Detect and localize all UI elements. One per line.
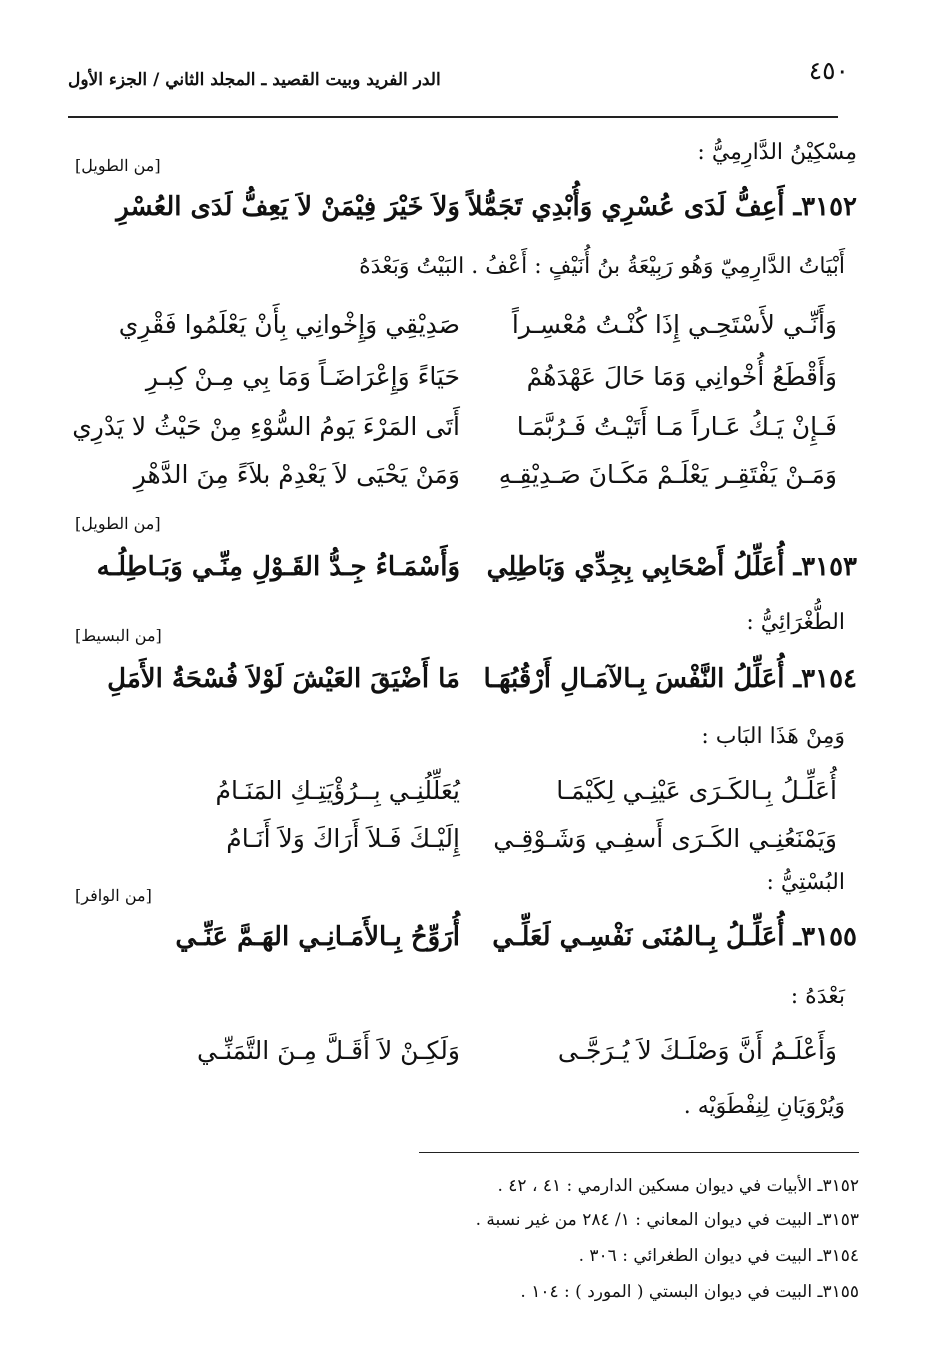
poem-line <box>100 1036 837 1084</box>
meter-label: [من الطويل] <box>75 514 161 533</box>
verse-hemistich-second: إِلَيْـكَ فَـلاَ أَرَاكَ وَلاَ أَنَـامُ <box>226 824 460 853</box>
verse-hemistich-second: أَتَى المَرْءَ يَومُ السُّوْءِ مِنْ حَيْثُ لا يَدْرِي <box>72 412 460 441</box>
verse-hemistich-second: وَلاَ خَيْرَ فِيْمَنْ لاَ يَعِفُّ لَدَى العُسْرِ <box>116 192 460 222</box>
poet-intro-busti: البُسْتِيُّ : <box>766 870 845 895</box>
verse-hemistich-first: ٣١٥٥ـ أُعَلِّـلُ بِـالمُنَى نَفْسِـي لَعَلِّـي <box>492 922 857 952</box>
page-number: ٤٥٠ <box>808 56 849 85</box>
verse-hemistich-first: وَأَعْلَـمُ أَنَّ وَصْلَـكَ لاَ يُـرَجَّـى <box>557 1036 837 1065</box>
verse-hemistich-first: وَأَنِّـي لأَسْتَحِـي إِذَا كُنْـتُ مُعْسِـراً <box>511 310 837 339</box>
meter-label: [من الوافر] <box>75 886 152 905</box>
header-divider <box>68 116 838 118</box>
verse-hemistich-first: أُعَلِّـلُ بِـالكَـرَى عَيْنِـي لِكَيْمَـا <box>556 776 837 805</box>
verse-3155 <box>100 922 857 970</box>
verse-hemistich-second: مَا أَضْيَقَ العَيْشَ لَوْلاَ فُسْحَةُ الأَمَلِ <box>107 664 460 694</box>
poem-line <box>100 824 837 872</box>
verse-hemistich-first: ٣١٥٤ـ أُعَلِّلُ النَّفْسَ بِـالآمَـالِ أَرْقُبُهَـا <box>483 664 857 694</box>
running-header: الدر الفريد وبيت القصيد ـ المجلد الثاني / الجزء الأول <box>68 70 441 90</box>
footnote: ٣١٥٣ـ البيت في ديوان المعاني : ١/ ٢٨٤ من غير نسبة . <box>475 1210 859 1230</box>
prose-line: وَمِنْ هَذَا البَاب : <box>701 724 845 749</box>
footnote: ٣١٥٤ـ البيت في ديوان الطغرائي : ٣٠٦ . <box>578 1246 859 1266</box>
prose-line: وَيُرْوَيَانِ لِنِفْطَوَيْه . <box>683 1094 845 1119</box>
verse-hemistich-second: أُرَوِّحُ بِـالأَمَـانِـي الهَـمَّ عَنِّـي <box>175 922 460 952</box>
verse-hemistich-first: وَيَمْنَعُنِـي الكَـرَى أَسفِـي وَشَـوْقِـي <box>493 824 837 853</box>
footnote: ٣١٥٢ـ الأبيات في ديوان مسكين الدارمي : ٤١ ، ٤٢ . <box>497 1176 859 1196</box>
verse-hemistich-first: وَمَـنْ يَفْتَقِـر يَعْلَـمْ مَكَـانَ صَـدِيْقِـهِ <box>498 460 837 489</box>
verse-hemistich-first: ٣١٥٣ـ أُعَلِّلُ أَصْحَابِي بِجِدِّي وَبَاطِلِي <box>486 552 857 582</box>
verse-3152 <box>100 192 857 240</box>
poem-line <box>100 460 837 508</box>
verse-3153 <box>96 552 857 600</box>
meter-label: [من الطويل] <box>75 156 161 175</box>
prose-line: أَبْيَاتُ الدَّارِمِيّ وَهُو رَبِيْعَةُ بنُ أُنَيْفٍ : أَعْفُ . البَيْتُ وَبَعْدَهُ <box>359 254 845 279</box>
verse-hemistich-second: حَيَاءً وَإِعْرَاضَـاً وَمَا بِي مِـنْ كِبـرِ <box>145 362 460 391</box>
poem-line <box>100 362 837 410</box>
poem-line <box>100 310 837 358</box>
meter-label: [من البسيط] <box>75 626 162 645</box>
poet-intro-tughrai: الطُّغْرَائِيُّ : <box>746 610 845 635</box>
poem-line <box>72 412 837 460</box>
verse-hemistich-second: وَمَنْ يَحْيَى لاَ يَعْدِمْ بلاَءً مِنَ الدَّهْرِ <box>133 460 460 489</box>
verse-3154 <box>100 664 857 712</box>
poem-line <box>100 776 837 824</box>
footnote-divider <box>419 1152 859 1153</box>
poet-intro-darimi: مِسْكِيْنُ الدَّارِمِيُّ : <box>697 140 857 165</box>
prose-line: بَعْدَهُ : <box>790 984 845 1009</box>
verse-hemistich-second: يُعَلِّلُنِـي بِــرُؤْيَتِـكِ المَنَـامُ <box>215 776 460 805</box>
verse-hemistich-first: وَأَقْطَعُ أُخْوانِي وَمَا حَالَ عَهْدَهُمْ <box>526 362 837 391</box>
verse-hemistich-first: ٣١٥٢ـ أَعِفُّ لَدَى عُسْرِي وَأُبْدِي تَجَمُّلاً <box>467 192 857 222</box>
verse-hemistich-second: وَلَكِـنْ لاَ أَقَـلَّ مِـنَ التَّمَنِّـي <box>196 1036 460 1065</box>
verse-hemistich-second: وَأَسْمَـاءُ جِـدُّ القَـوْلِ مِنِّـي وَبَـاطِلُـه <box>96 552 460 582</box>
verse-hemistich-second: صَدِيْقِي وَإِخْوانِي بِأَنْ يَعْلَمُوا فَقْرِي <box>118 310 460 339</box>
verse-hemistich-first: فَـإِنْ يَـكُ عَـاراً مَـا أَتَيْـتُ فَـرُبَّمَـا <box>516 412 837 441</box>
footnote: ٣١٥٥ـ البيت في ديوان البستي ( المورد ) : ١٠٤ . <box>520 1282 859 1302</box>
